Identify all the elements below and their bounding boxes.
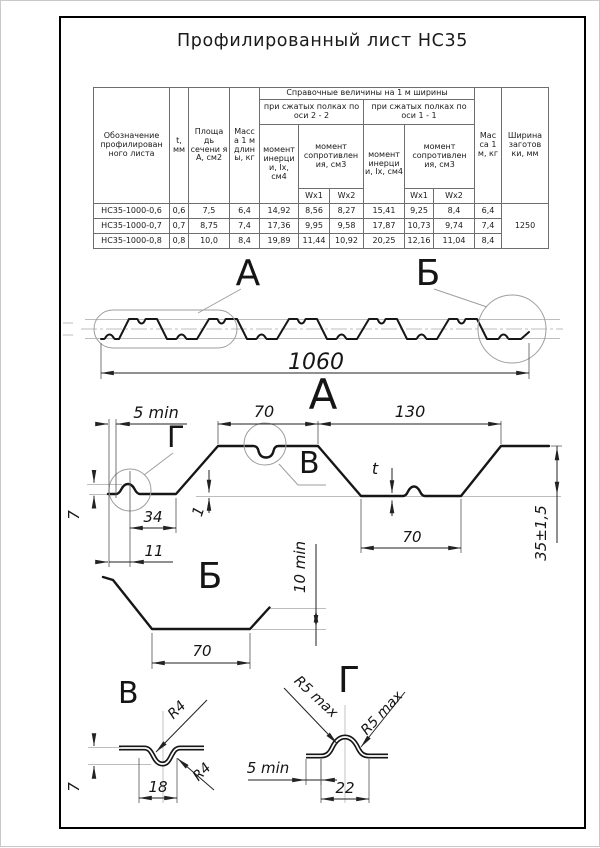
cell: 8,4 bbox=[434, 204, 475, 219]
col-header-inertia-11: момент инерци и, Ix, см4 bbox=[364, 125, 405, 204]
cell: 0,6 bbox=[170, 204, 189, 219]
cell: 7,5 bbox=[189, 204, 230, 219]
col-header-wx2-11: Wx2 bbox=[434, 189, 475, 204]
dim-label-70-top: 70 bbox=[253, 402, 275, 421]
cell-designation: НС35-1000-0,6 bbox=[94, 204, 170, 219]
cell: 8,4 bbox=[230, 234, 260, 249]
table-row bbox=[94, 219, 549, 234]
cell: 8,56 bbox=[299, 204, 330, 219]
cell: 9,74 bbox=[434, 219, 475, 234]
spec-table bbox=[93, 87, 549, 249]
table-row bbox=[94, 234, 549, 249]
cell: 11,44 bbox=[299, 234, 330, 249]
cell: 19,89 bbox=[260, 234, 299, 249]
dim-label-1: 1 bbox=[188, 504, 209, 519]
cell: 10,0 bbox=[189, 234, 230, 249]
col-header-designation: Обозначение профилирован ного листа bbox=[94, 88, 170, 204]
cell: 14,92 bbox=[260, 204, 299, 219]
dim-label-t: t bbox=[371, 459, 379, 478]
dim-label-22: 22 bbox=[335, 779, 355, 797]
cell: 10,92 bbox=[330, 234, 364, 249]
dim-label-r5-left: R5 max bbox=[290, 672, 341, 722]
cell: 9,25 bbox=[405, 204, 434, 219]
page-title: Профилированный лист НС35 bbox=[177, 31, 468, 51]
col-header-thickness: t, мм bbox=[170, 88, 189, 204]
cell: 6,4 bbox=[230, 204, 260, 219]
dim-label-18: 18 bbox=[148, 778, 168, 796]
cell: 8,4 bbox=[475, 234, 502, 249]
cell: 8,75 bbox=[189, 219, 230, 234]
dim-label-5min: 5 min bbox=[133, 403, 179, 422]
table-row bbox=[94, 204, 549, 219]
cell: 17,87 bbox=[364, 219, 405, 234]
cell: 20,25 bbox=[364, 234, 405, 249]
cell: 6,4 bbox=[475, 204, 502, 219]
cell: 12,16 bbox=[405, 234, 434, 249]
cell: 17,36 bbox=[260, 219, 299, 234]
col-header-area: Площа дь сечени я А, см2 bbox=[189, 88, 230, 204]
detail-g-title: Г bbox=[338, 660, 360, 701]
cell-designation: НС35-1000-0,7 bbox=[94, 219, 170, 234]
col-header-resist-22: момент сопротивлен ия, см3 bbox=[299, 125, 364, 189]
col-header-wx1-22: Wx1 bbox=[299, 189, 330, 204]
cell: 0,7 bbox=[170, 219, 189, 234]
dim-label-5min-g: 5 min bbox=[246, 759, 290, 777]
cell: 8,27 bbox=[330, 204, 364, 219]
col-header-inertia-22: момент инерци и, Ix, см4 bbox=[260, 125, 299, 204]
dim-label-height: 35±1,5 bbox=[532, 505, 550, 561]
cell: 7,4 bbox=[475, 219, 502, 234]
cell: 11,04 bbox=[434, 234, 475, 249]
col-header-axis-1-1: при сжатых полках по оси 1 - 1 bbox=[364, 100, 475, 125]
dim-label-7-v: 7 bbox=[65, 782, 83, 792]
dim-label-11: 11 bbox=[144, 542, 164, 560]
dim-label-70-b: 70 bbox=[192, 642, 212, 660]
cell: 10,73 bbox=[405, 219, 434, 234]
cell-designation: НС35-1000-0,8 bbox=[94, 234, 170, 249]
callout-label-v: В bbox=[299, 446, 320, 481]
dim-label-r5-right: R5 max bbox=[357, 688, 407, 739]
callout-label-a: А bbox=[235, 253, 261, 294]
col-header-mass: Мас са 1 м, кг bbox=[475, 88, 502, 204]
col-header-mass-length: Масс а 1 м длин ы, кг bbox=[230, 88, 260, 204]
col-header-wx1-11: Wx1 bbox=[405, 189, 434, 204]
dim-label-130: 130 bbox=[394, 402, 426, 421]
col-header-wx2-22: Wx2 bbox=[330, 189, 364, 204]
cell: 7,4 bbox=[230, 219, 260, 234]
col-header-blank-width: Ширина заготов ки, мм bbox=[502, 88, 549, 204]
cell: 9,95 bbox=[299, 219, 330, 234]
dim-label-70-bottom: 70 bbox=[402, 528, 422, 546]
callout-label-b: Б bbox=[415, 253, 441, 294]
cell: 9,58 bbox=[330, 219, 364, 234]
dim-label-r4-top: R4 bbox=[164, 697, 190, 723]
dim-label-1060: 1060 bbox=[288, 350, 344, 375]
dim-label-34: 34 bbox=[143, 508, 163, 526]
cell: 0,8 bbox=[170, 234, 189, 249]
dim-label-7: 7 bbox=[65, 510, 83, 520]
cell-blank-width: 1250 bbox=[502, 204, 549, 249]
dim-label-r4-bottom: R4 bbox=[189, 759, 215, 785]
detail-a-title: А bbox=[308, 370, 338, 419]
col-header-reference: Справочные величины на 1 м ширины bbox=[260, 88, 475, 100]
detail-b-title: Б bbox=[197, 556, 223, 597]
callout-label-g: Г bbox=[167, 420, 185, 454]
cell: 15,41 bbox=[364, 204, 405, 219]
detail-v-title: В bbox=[118, 676, 139, 711]
col-header-axis-2-2: при сжатых полках по оси 2 - 2 bbox=[260, 100, 364, 125]
dim-label-10min: 10 min bbox=[291, 540, 309, 594]
col-header-resist-11: момент сопротивлен ия, см3 bbox=[405, 125, 475, 189]
